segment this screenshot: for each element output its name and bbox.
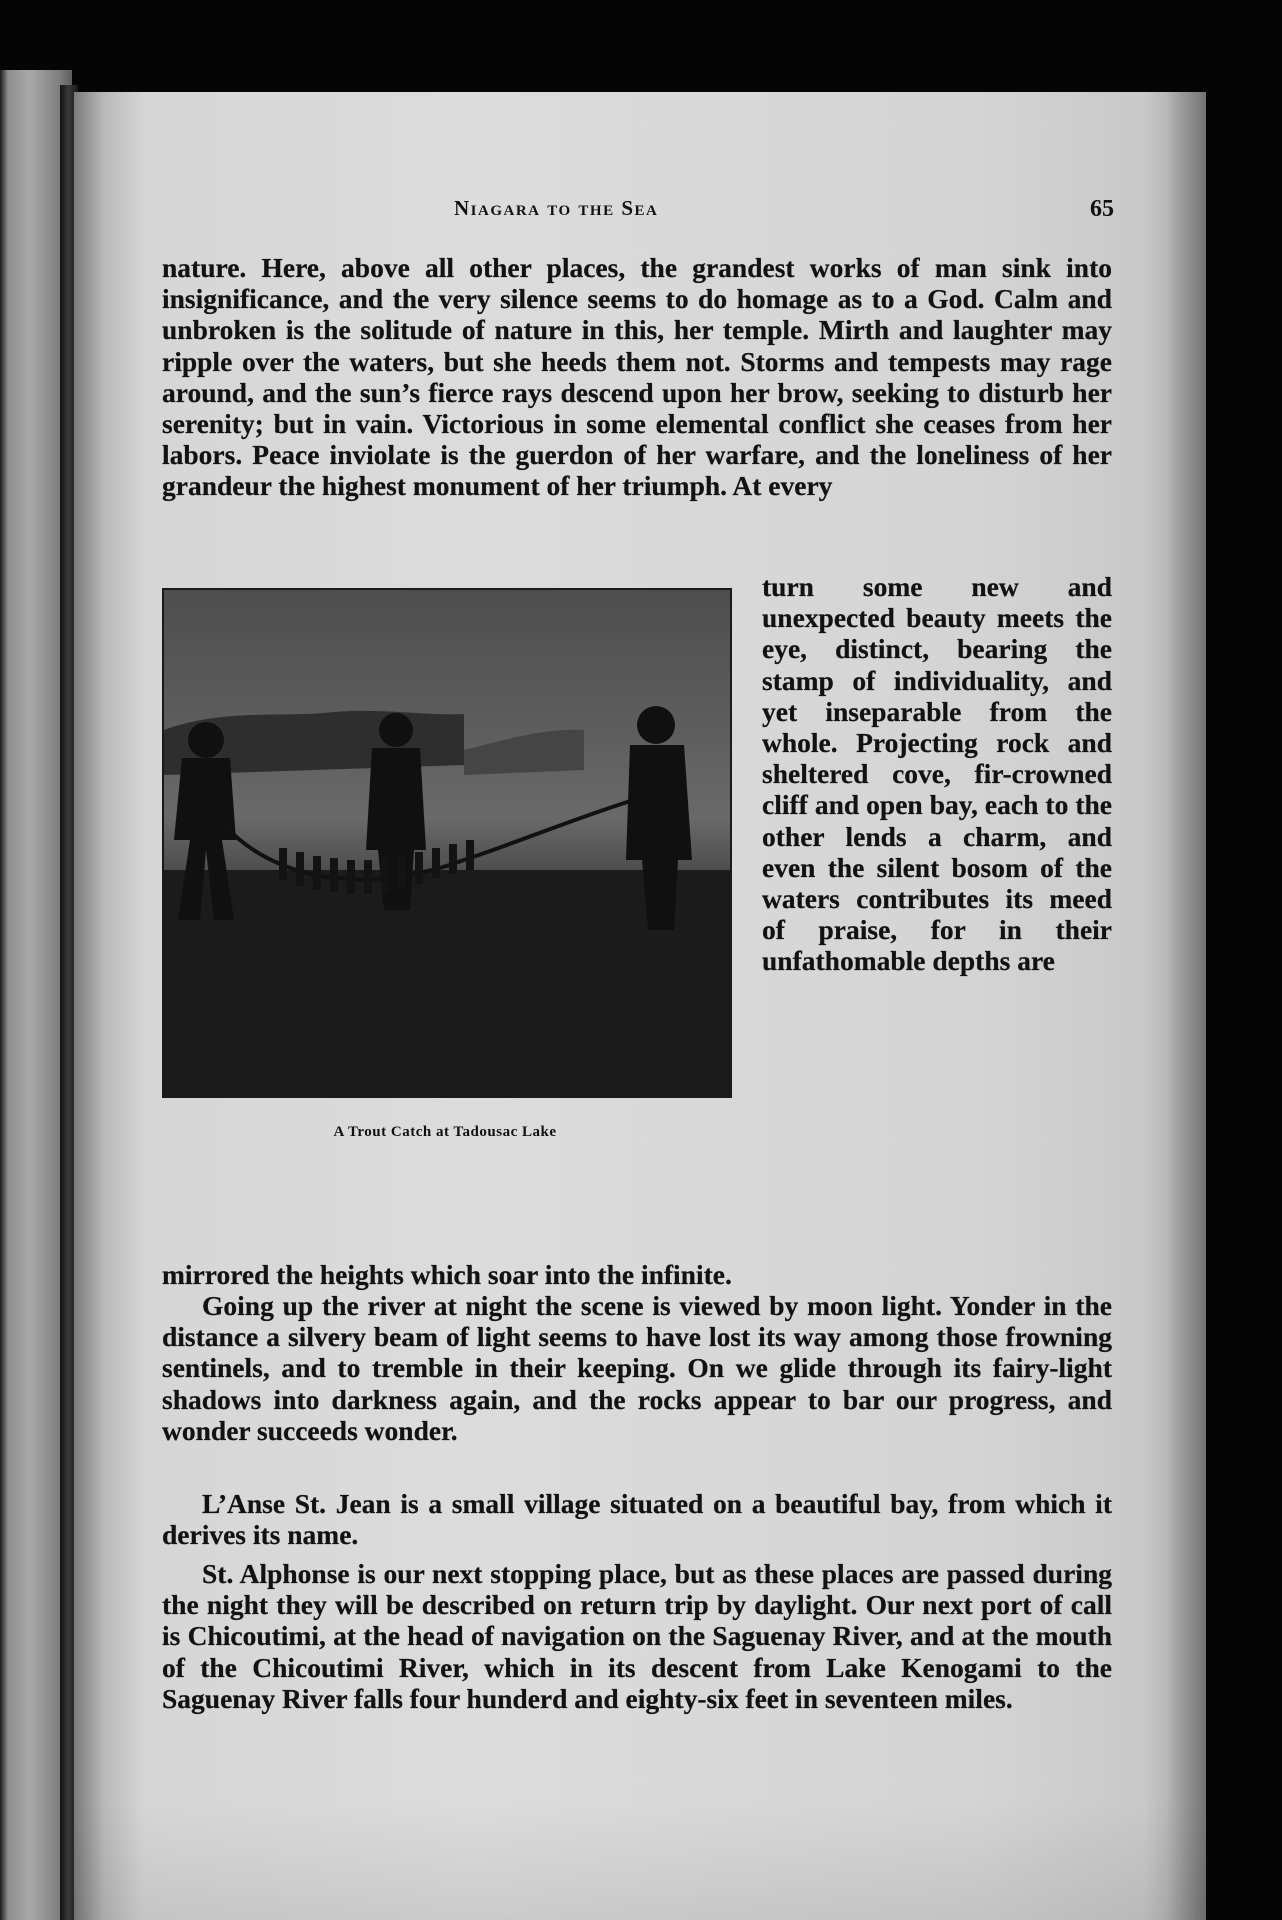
figure [162,588,732,1228]
paragraph-1-end: mirrored the heights which soar into the infinite. [162,1259,732,1290]
paragraph-4: St. Alphonse is our next stopping place, but as these places are passed during the night they will be described on return trip by daylight. Our next port of call is Chicoutimi, at the head of navigation on the Saguenay River, and at the mouth of the Chicoutimi River, which in its descent from Lake Kenogami to the Saguenay River falls four hunderd and eighty-six feet in seventeen miles. [162,1558,1112,1714]
photo-illustration [164,590,730,1096]
paragraph-2: Going up the river at night the scene is viewed by moon light. Yonder in the distance a silvery beam of light seems to have lost its way among those frowning sentinels, and to tremble in their keeping. On we glide through its fairy-light shadows into darkness again, and the rocks appear to bar our progress, and wonder succeeds wonder. [162,1290,1112,1446]
page-curl-shadow [1166,92,1206,1920]
paragraph-1: nature. Here, above all other places, the grandest works of man sink into insignificance, and the very silence seems to do homage as to a God. Calm and unbroken is the solitude of nature in this, her temple. Mirth and laughter may ripple over the waters, but she heeds them not. Storms and tempests may rage around, and the sun’s fierce rays descend upon her brow, seeking to disturb her serenity; but in vain. Victorious in some elemental conflict she ceases from her labors. Peace inviolate is the guerdon of her warfare, and the loneliness of her grandeur the highest monument of her triumph. At every [162,252,1112,502]
paragraph-3: L’Anse St. Jean is a small village situated on a beautiful bay, from which it derives its name. [162,1488,1112,1551]
page-bottom-shadow [74,1800,1206,1920]
figure-caption: A Trout Catch at Tadousac Lake [333,1124,557,1140]
paragraph-1-wrap-column: turn some new and unexpected beauty meets the eye, distinct, bearing the stamp of individuality, and yet inseparable from the whole. Projecting rock and sheltered cove, fir-crowned cliff and open bay, each to the other lends a charm, and even the silent bosom of the waters contributes its meed of praise, for in their unfathomable depths are [762,571,1112,977]
page-number: 65 [1090,196,1114,222]
book-page [74,92,1206,1920]
page-header [164,196,1114,230]
running-head: Niagara to the Sea [454,196,659,220]
trout-catch-photo [162,588,732,1098]
